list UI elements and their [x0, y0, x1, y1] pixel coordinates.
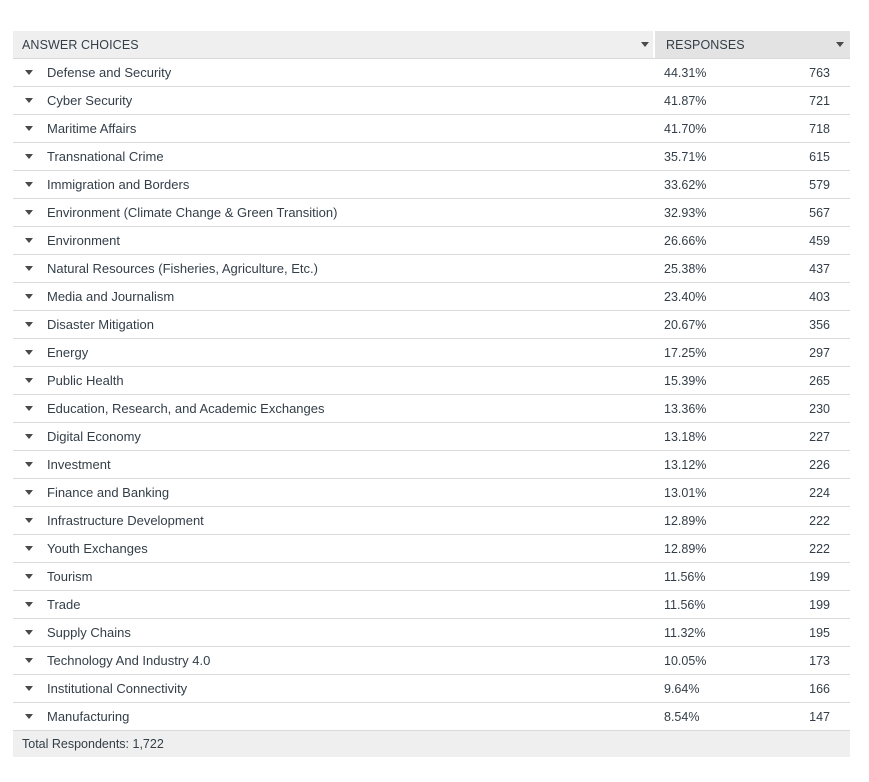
- response-percent: 20.67%: [664, 317, 707, 332]
- table-footer: [13, 731, 850, 757]
- answer-choice-label: Defense and Security: [47, 65, 172, 80]
- answer-choices-header[interactable]: [13, 31, 653, 58]
- response-percent: 44.31%: [664, 65, 707, 80]
- answer-choice-label: Tourism: [47, 569, 93, 584]
- response-percent: 9.64%: [664, 681, 700, 696]
- answer-choice-label: Public Health: [47, 373, 124, 388]
- answer-choice-label: Supply Chains: [47, 625, 131, 640]
- caret-down-icon[interactable]: [25, 154, 33, 159]
- caret-down-icon[interactable]: [25, 182, 33, 187]
- table-row: [13, 647, 850, 675]
- answer-choice-label: Trade: [47, 597, 81, 612]
- table-row: [13, 507, 850, 535]
- caret-down-icon[interactable]: [25, 630, 33, 635]
- table-row: [13, 451, 850, 479]
- response-percent: 33.62%: [664, 177, 707, 192]
- caret-down-icon[interactable]: [25, 266, 33, 271]
- row-toggle[interactable]: [13, 546, 47, 551]
- response-percent: 26.66%: [664, 233, 707, 248]
- response-percent: 12.89%: [664, 513, 707, 528]
- table-row: [13, 339, 850, 367]
- response-percent: 13.01%: [664, 485, 707, 500]
- response-count: 230: [809, 401, 830, 416]
- table-row: [13, 563, 850, 591]
- caret-down-icon[interactable]: [25, 490, 33, 495]
- table-row: [13, 311, 850, 339]
- caret-down-icon[interactable]: [25, 546, 33, 551]
- table-row: [13, 395, 850, 423]
- table-row: [13, 283, 850, 311]
- table-row: [13, 171, 850, 199]
- row-toggle[interactable]: [13, 686, 47, 691]
- row-toggle[interactable]: [13, 378, 47, 383]
- row-toggle[interactable]: [13, 434, 47, 439]
- response-percent: 11.56%: [664, 597, 706, 612]
- answer-choice-label: Maritime Affairs: [47, 121, 137, 136]
- row-toggle[interactable]: [13, 490, 47, 495]
- row-toggle[interactable]: [13, 98, 47, 103]
- answer-choice-label: Digital Economy: [47, 429, 141, 444]
- caret-down-icon[interactable]: [25, 70, 33, 75]
- row-toggle[interactable]: [13, 238, 47, 243]
- response-count: 195: [809, 625, 830, 640]
- table-row: [13, 227, 850, 255]
- total-respondents: Total Respondents: 1,722: [22, 737, 164, 751]
- caret-down-icon[interactable]: [25, 714, 33, 719]
- answer-choice-label: Youth Exchanges: [47, 541, 148, 556]
- response-count: 459: [809, 233, 830, 248]
- response-count: 356: [809, 317, 830, 332]
- response-count: 147: [809, 709, 830, 724]
- response-percent: 11.32%: [664, 625, 706, 640]
- answer-choice-label: Finance and Banking: [47, 485, 170, 500]
- response-count: 224: [809, 485, 830, 500]
- answer-choice-label: Disaster Mitigation: [47, 317, 154, 332]
- response-count: 721: [809, 93, 830, 108]
- caret-down-icon[interactable]: [25, 406, 33, 411]
- response-percent: 13.18%: [664, 429, 707, 444]
- row-toggle[interactable]: [13, 714, 47, 719]
- response-count: 227: [809, 429, 830, 444]
- table-header: [13, 31, 850, 59]
- answer-choice-label: Immigration and Borders: [47, 177, 190, 192]
- caret-down-icon[interactable]: [25, 378, 33, 383]
- row-toggle[interactable]: [13, 126, 47, 131]
- caret-down-icon[interactable]: [25, 686, 33, 691]
- caret-down-icon[interactable]: [25, 574, 33, 579]
- table-row: [13, 255, 850, 283]
- response-percent: 25.38%: [664, 261, 707, 276]
- answer-choice-label: Natural Resources (Fisheries, Agriculture, Etc.): [47, 261, 318, 276]
- response-count: 199: [809, 597, 830, 612]
- table-row: [13, 367, 850, 395]
- table-row: [13, 675, 850, 703]
- response-percent: 11.56%: [664, 569, 706, 584]
- sort-caret-down-icon[interactable]: [641, 42, 649, 47]
- row-toggle[interactable]: [13, 350, 47, 355]
- row-toggle[interactable]: [13, 70, 47, 75]
- answer-choice-label: Cyber Security: [47, 93, 133, 108]
- row-toggle[interactable]: [13, 462, 47, 467]
- row-toggle[interactable]: [13, 602, 47, 607]
- response-percent: 12.89%: [664, 541, 707, 556]
- response-count: 403: [809, 289, 830, 304]
- response-percent: 10.05%: [664, 653, 707, 668]
- answer-choice-label: Environment: [47, 233, 120, 248]
- sort-caret-down-icon[interactable]: [836, 42, 844, 47]
- response-percent: 41.87%: [664, 93, 707, 108]
- caret-down-icon[interactable]: [25, 434, 33, 439]
- table-row: [13, 591, 850, 619]
- table-row: [13, 143, 850, 171]
- row-toggle[interactable]: [13, 294, 47, 299]
- answer-choice-label: Manufacturing: [47, 709, 130, 724]
- response-percent: 17.25%: [664, 345, 707, 360]
- row-toggle[interactable]: [13, 630, 47, 635]
- caret-down-icon[interactable]: [25, 294, 33, 299]
- results-table: [13, 31, 850, 757]
- row-toggle[interactable]: [13, 658, 47, 663]
- table-row: [13, 199, 850, 227]
- caret-down-icon[interactable]: [25, 210, 33, 215]
- caret-down-icon[interactable]: [25, 518, 33, 523]
- response-count: 437: [809, 261, 830, 276]
- answer-choice-label: Investment: [47, 457, 111, 472]
- answer-choice-label: Infrastructure Development: [47, 513, 204, 528]
- caret-down-icon[interactable]: [25, 602, 33, 607]
- response-count: 718: [809, 121, 830, 136]
- table-row: [13, 115, 850, 143]
- response-count: 265: [809, 373, 830, 388]
- response-count: 199: [809, 569, 830, 584]
- answer-choice-label: Transnational Crime: [47, 149, 164, 164]
- row-toggle[interactable]: [13, 210, 47, 215]
- table-row: [13, 535, 850, 563]
- table-row: [13, 87, 850, 115]
- answer-choice-label: Technology And Industry 4.0: [47, 653, 211, 668]
- caret-down-icon[interactable]: [25, 322, 33, 327]
- row-toggle[interactable]: [13, 322, 47, 327]
- caret-down-icon[interactable]: [25, 462, 33, 467]
- table-body: [13, 59, 850, 731]
- row-toggle[interactable]: [13, 574, 47, 579]
- response-count: 615: [809, 149, 830, 164]
- response-count: 579: [809, 177, 830, 192]
- response-percent: 23.40%: [664, 289, 707, 304]
- response-count: 763: [809, 65, 830, 80]
- response-percent: 13.36%: [664, 401, 707, 416]
- response-percent: 35.71%: [664, 149, 707, 164]
- row-toggle[interactable]: [13, 154, 47, 159]
- caret-down-icon[interactable]: [25, 98, 33, 103]
- response-count: 567: [809, 205, 830, 220]
- table-row: [13, 703, 850, 731]
- response-percent: 41.70%: [664, 121, 707, 136]
- answer-choices-header-label: ANSWER CHOICES: [22, 37, 139, 52]
- caret-down-icon[interactable]: [25, 350, 33, 355]
- response-percent: 13.12%: [664, 457, 707, 472]
- response-count: 166: [809, 681, 830, 696]
- caret-down-icon[interactable]: [25, 238, 33, 243]
- row-toggle[interactable]: [13, 518, 47, 523]
- responses-header[interactable]: [653, 31, 850, 58]
- response-percent: 32.93%: [664, 205, 707, 220]
- answer-choice-label: Environment (Climate Change & Green Transition): [47, 205, 338, 220]
- row-toggle[interactable]: [13, 406, 47, 411]
- response-percent: 8.54%: [664, 709, 700, 724]
- answer-choice-label: Media and Journalism: [47, 289, 175, 304]
- answer-choice-label: Energy: [47, 345, 89, 360]
- response-percent: 15.39%: [664, 373, 707, 388]
- responses-header-label: RESPONSES: [666, 37, 745, 52]
- response-count: 297: [809, 345, 830, 360]
- row-toggle[interactable]: [13, 266, 47, 271]
- row-toggle[interactable]: [13, 182, 47, 187]
- response-count: 222: [809, 541, 830, 556]
- caret-down-icon[interactable]: [25, 126, 33, 131]
- caret-down-icon[interactable]: [25, 658, 33, 663]
- table-row: [13, 479, 850, 507]
- table-row: [13, 423, 850, 451]
- table-row: [13, 619, 850, 647]
- response-count: 222: [809, 513, 830, 528]
- response-count: 173: [809, 653, 830, 668]
- table-row: [13, 59, 850, 87]
- answer-choice-label: Institutional Connectivity: [47, 681, 188, 696]
- answer-choice-label: Education, Research, and Academic Exchanges: [47, 401, 325, 416]
- response-count: 226: [809, 457, 830, 472]
